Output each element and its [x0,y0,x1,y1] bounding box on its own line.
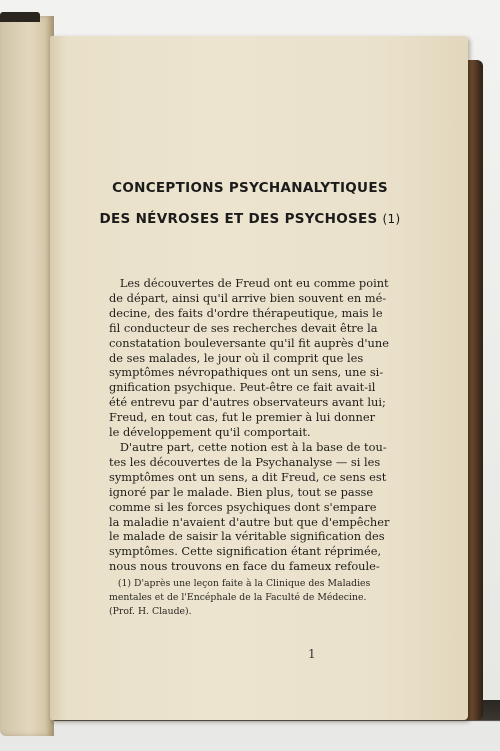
text-line: Freud, en tout cas, fut le premier à lui donner [109,410,376,425]
text-line: été entrevu par d'autres observateurs avant lui; [109,395,386,410]
text-line: nous nous trouvons en face du fameux refoule- [109,559,380,574]
text-line: ignoré par le malade. Bien plus, tout se passe [109,484,374,499]
footnote-line: (1) D'après une leçon faite à la Clinique des Maladies [109,578,371,589]
text-line: tes les découvertes de la Psychanalyse — si les [109,454,381,469]
text-line: comme si les forces psychiques dont s'empare [109,499,377,514]
text-line: la maladie n'avaient d'autre but que d'empêcher [109,514,390,529]
text-line: symptômes névropathiques ont un sens, une si- [109,365,384,380]
page-number: 1 [308,647,316,661]
footnote-reference: (1) [382,212,401,226]
text-line: de ses malades, le jour où il comprit que les [109,350,364,365]
footnote-line: mentales et de l'Encéphale de la Faculté de Médecine. [109,592,367,603]
text-line: D'autre part, cette notion est à la base de tou- [109,440,387,454]
chapter-title-line-1: CONCEPTIONS PSYCHANALYTIQUES [112,180,388,196]
text-line: le développement qu'il comportait. [109,425,311,440]
text-line: constatation bouleversante qu'il fit auprès d'une [109,335,389,350]
paragraph-1 [109,276,400,440]
text-line: decine, des faits d'ordre thérapeutique, mais le [109,305,383,320]
text-line: symptômes ont un sens, a dit Freud, ce sens est [109,469,387,484]
text-line: Les découvertes de Freud ont eu comme point [109,276,389,290]
paragraph-2 [109,440,400,574]
text-line: de départ, ainsi qu'il arrive bien souvent en mé- [109,290,387,305]
footnote [109,577,400,619]
text-line: fil conducteur de ses recherches devait être la [109,320,378,335]
text-line: gnification psychique. Peut-être ce fait avait-il [109,380,376,395]
text-line: symptômes. Cette signification étant réprimée, [109,544,382,559]
left-page-edge [0,16,54,736]
chapter-title-line-2 [0,211,500,227]
binding-top [0,12,40,22]
text-line: le malade de saisir la véritable signification des [109,529,385,544]
footnote-line: (Prof. H. Claude). [109,606,192,617]
chapter-title-text: DES NÉVROSES ET DES PSYCHOSES [99,211,378,227]
